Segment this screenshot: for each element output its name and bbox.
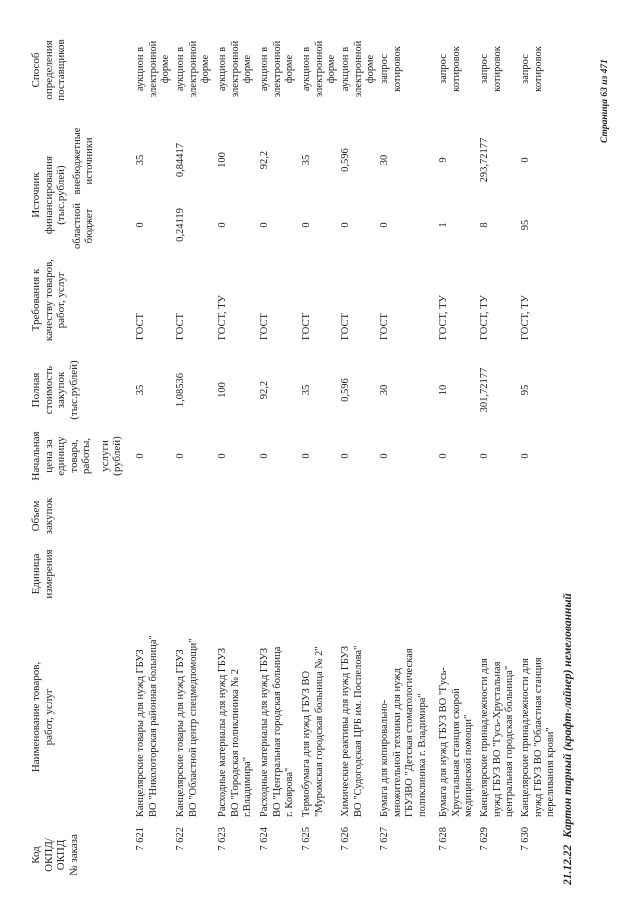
row-name: Канцелярские принадлежности для нужд ГБУЗ ВО "Гусь-Хрустальная центральная городская больница" [479, 658, 515, 817]
row-method: запрос котировок [520, 46, 544, 92]
row-name: Канцелярские товары для нужд ГБУЗ ВО "Областной центр спецмедпомощи" [175, 638, 199, 817]
row-offbudget: 100 [217, 152, 228, 168]
row-price: 0 [340, 453, 351, 459]
group-heading [562, 593, 574, 885]
row-offbudget: 9 [438, 157, 449, 163]
row-requirements: ГОСТ, ТУ [479, 295, 490, 340]
row-price: 0 [301, 453, 312, 459]
row-method: аукцион в электронной форме [301, 40, 337, 98]
row-method: запрос котировок [379, 46, 403, 92]
row-method: запрос котировок [479, 46, 503, 92]
row-price: 0 [520, 453, 531, 459]
row-price: 0 [379, 453, 390, 459]
row-total: 0,596 [340, 378, 351, 402]
row-requirements: ГОСТ, ТУ [217, 295, 228, 340]
row-method: запрос котировок [438, 46, 462, 92]
row-total: 301,72177 [479, 367, 490, 413]
row-method: аукцион в электронной форме [135, 40, 171, 98]
header-unit: Единица измерения [30, 549, 55, 599]
row-price: 0 [217, 453, 228, 459]
header-total: Полная стоимость закупок (тыс.рублей) [30, 360, 80, 420]
header-name: Наименование товаров, работ, услуг [30, 661, 55, 773]
row-requirements: ГОСТ, ТУ [438, 295, 449, 340]
row-code: 7 624 [259, 827, 270, 851]
row-requirements: ГОСТ [301, 313, 312, 340]
row-total: 100 [217, 382, 228, 398]
row-requirements: ГОСТ [259, 313, 270, 340]
header-source-offbudget: внебюджетные источники [72, 127, 95, 195]
row-code: 7 627 [379, 827, 390, 851]
row-regional: 0 [135, 222, 146, 228]
row-method: аукцион в электронной форме [340, 40, 376, 98]
group-title: Картон тарный (крафт-лайнер) немелованный [562, 593, 574, 838]
row-offbudget: 0 [520, 157, 531, 163]
row-regional: 0,24119 [175, 208, 186, 242]
row-offbudget: 35 [301, 154, 312, 166]
row-code: 7 621 [135, 827, 146, 851]
row-requirements: ГОСТ [175, 313, 186, 340]
row-code: 7 626 [340, 827, 351, 851]
row-regional: 0 [259, 222, 270, 228]
row-code: 7 625 [301, 827, 312, 851]
row-regional: 0 [379, 222, 390, 228]
row-name: Расходные материалы для нужд ГБУЗ ВО "Городская поликлиника № 2 г.Владимира" [217, 647, 253, 817]
row-regional: 1 [438, 222, 449, 228]
row-method: аукцион в электронной форме [217, 40, 253, 98]
row-price: 0 [438, 453, 449, 459]
row-total: 1,08536 [175, 372, 186, 408]
row-code: 7 629 [479, 827, 490, 851]
row-requirements: ГОСТ [379, 313, 390, 340]
row-offbudget: 0,84417 [175, 142, 186, 178]
page-number: Страница 63 из 471 [600, 59, 610, 143]
row-total: 92,2 [259, 380, 270, 400]
row-code: 7 623 [217, 827, 228, 851]
row-code: 7 628 [438, 827, 449, 851]
row-price: 0 [259, 453, 270, 459]
row-name: Канцелярские товары для нужд ГБУЗ ВО "Николоторская районная больница" [135, 635, 159, 817]
row-code: 7 622 [175, 827, 186, 851]
row-total: 30 [379, 384, 390, 396]
row-requirements: ГОСТ [135, 313, 146, 340]
row-offbudget: 293,72177 [479, 137, 490, 183]
row-price: 0 [479, 453, 490, 459]
row-offbudget: 35 [135, 154, 146, 166]
header-volume: Объем закупок [30, 497, 55, 535]
row-total: 35 [301, 384, 312, 396]
group-code: 21.12.22 [562, 844, 574, 885]
row-price: 0 [175, 453, 186, 459]
row-regional: 0 [217, 222, 228, 228]
header-requirements: Требования к качеству товаров, работ, услуг [30, 258, 67, 342]
row-regional: 8 [479, 222, 490, 228]
row-regional: 0 [340, 222, 351, 228]
row-method: аукцион в электронной форме [175, 40, 211, 98]
row-offbudget: 30 [379, 154, 390, 166]
row-name: Бумага для копировально- множительной техники для нужд ГБУЗВО "Детская стоматологическая поликлиника г. Владимира" [379, 648, 428, 817]
row-regional: 95 [520, 219, 531, 231]
row-name: Бумага для нужд ГБУЗ ВО "Гусь- Хрустальная станция скорой медицинской помощи" [438, 667, 474, 817]
header-method: Способ определения поставщиков [30, 39, 67, 101]
row-total: 95 [520, 384, 531, 396]
rotated-page [20, 20, 620, 885]
row-name: Химические реактивы для нужд ГБУЗ ВО "Судогодская ЦРБ им. Поспелова" [340, 645, 364, 817]
header-source: Источник финансирования (тыс.рублей) [30, 155, 67, 235]
row-name: Расходные материалы для нужд ГБУЗ ВО "Центральная городская больница г. Коврова" [259, 646, 295, 817]
row-name: Канцелярские принадлежности для нужд ГБУЗ ВО "Областная станция переливания крови" [520, 657, 556, 817]
header-code: Код ОКПД/ ОКПД № заказа [30, 834, 80, 876]
header-price: Начальная цена за единицу товара, работы, услуги (рублей) [30, 431, 123, 481]
row-requirements: ГОСТ [340, 313, 351, 340]
row-requirements: ГОСТ, ТУ [520, 295, 531, 340]
header-source-regional: областной бюджет [72, 203, 95, 249]
row-total: 10 [438, 384, 449, 396]
row-regional: 0 [301, 222, 312, 228]
row-price: 0 [135, 453, 146, 459]
row-offbudget: 0,596 [340, 148, 351, 172]
row-code: 7 630 [520, 827, 531, 851]
row-name: Термобумага для нужд ГБУЗ ВО "Муромская городская больница № 2" [301, 646, 325, 817]
row-offbudget: 92,2 [259, 150, 270, 170]
row-total: 35 [135, 384, 146, 396]
row-method: аукцион в электронной форме [259, 40, 295, 98]
